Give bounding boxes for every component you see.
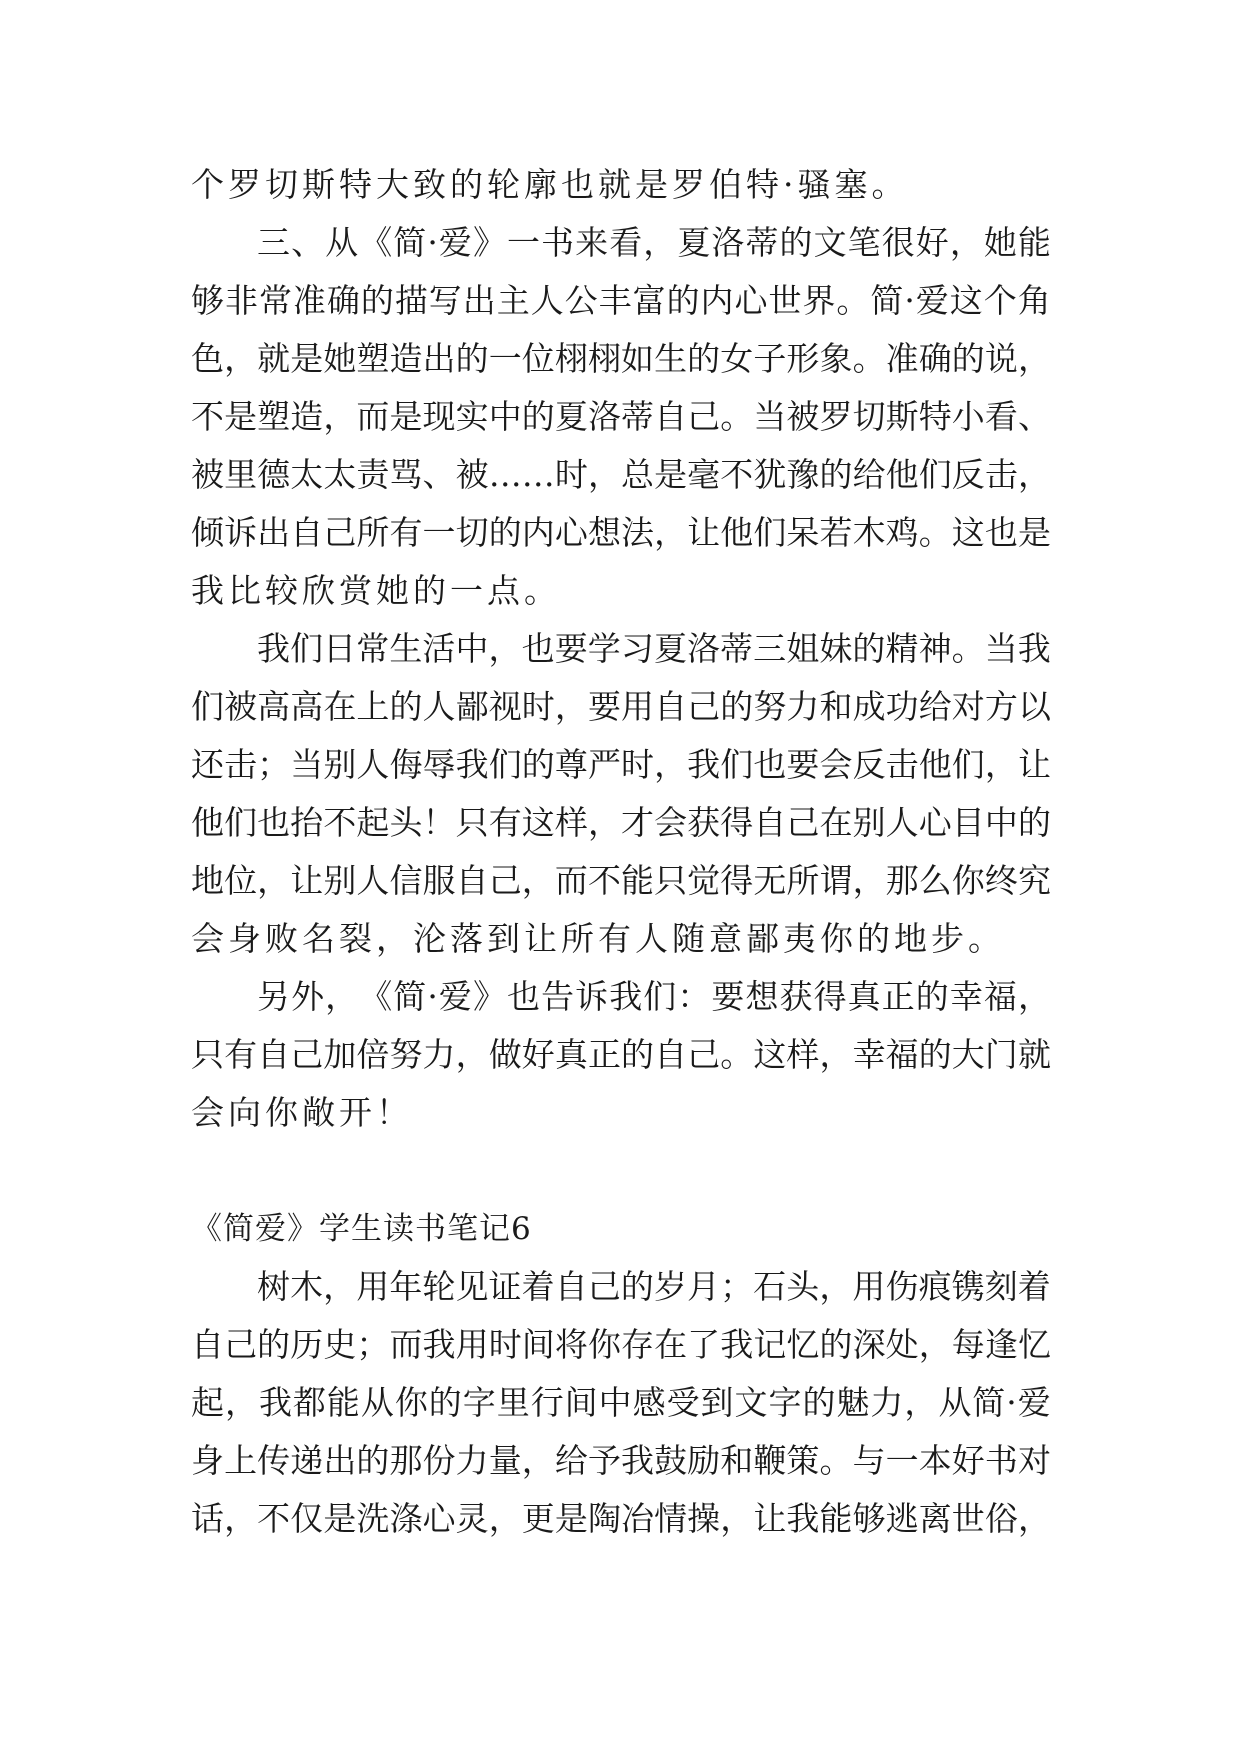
text-line: 不 是 塑 造 ， 而 是 现 实 中 的 夏 洛 蒂 自 己 。 当 被 罗 切 斯 特 小 看 、: [191, 397, 1051, 436]
text-line: 我比较欣赏她的一点。: [191, 571, 561, 610]
document-body: [191, 156, 1051, 1548]
paragraph-daily-life: [191, 620, 1051, 968]
text-line: 们 被 高 高 在 上 的 人 鄙 视 时 ， 要 用 自 己 的 努 力 和 成 功 给 对 方 以: [191, 687, 1051, 726]
text-line: 身 上 传 递 出 的 那 份 力 量 ， 给 予 我 鼓 励 和 鞭 策 。 与 一 本 好 书 对: [191, 1441, 1051, 1480]
paragraph-trees: [191, 1258, 1051, 1548]
text-line: 色 ， 就 是 她 塑 造 出 的 一 位 栩 栩 如 生 的 女 子 形 象 。 准 确 的 说 ，: [191, 339, 1051, 378]
text-line: 只 有 自 己 加 倍 努 力 ， 做 好 真 正 的 自 己 。 这 样 ， 幸 福 的 大 门 就: [191, 1035, 1051, 1074]
text-line: 会身败名裂，沦落到让所有人随意鄙夷你的地步。: [191, 919, 1005, 958]
text-line: 另 外 ， 《 简 · 爱 》 也 告 诉 我 们 ： 要 想 获 得 真 正 的 幸 福 ，: [257, 977, 1051, 1016]
text-line: 倾 诉 出 自 己 所 有 一 切 的 内 心 想 法 ， 让 他 们 呆 若 木 鸡 。 这 也 是: [191, 513, 1051, 552]
text-line: 我 们 日 常 生 活 中 ， 也 要 学 习 夏 洛 蒂 三 姐 妹 的 精 神 。 当 我: [257, 629, 1051, 668]
text-line: 个罗切斯特大致的轮廓也就是罗伯特·骚塞。: [191, 165, 909, 204]
text-line: 地 位 ， 让 别 人 信 服 自 己 ， 而 不 能 只 觉 得 无 所 谓 ， 那 么 你 终 究: [191, 861, 1051, 900]
section-gap: [191, 1142, 1051, 1200]
text-line: 被 里 德 太 太 责 骂 、 被 … … 时 ， 总 是 毫 不 犹 豫 的 给 他 们 反 击 ，: [191, 455, 1051, 494]
text-line: 话 ， 不 仅 是 洗 涤 心 灵 ， 更 是 陶 冶 情 操 ， 让 我 能 够 逃 离 世 俗 ，: [191, 1499, 1051, 1538]
text-line: 会向你敞开！: [191, 1093, 413, 1132]
paragraph-continuation: [191, 156, 1051, 214]
section-heading: 《简爱》学生读书笔记6: [191, 1211, 532, 1247]
paragraph-happiness: [191, 968, 1051, 1142]
text-line: 够 非 常 准 确 的 描 写 出 主 人 公 丰 富 的 内 心 世 界 。 简 · 爱 这 个 角: [191, 281, 1051, 320]
text-line: 自 己 的 历 史 ； 而 我 用 时 间 将 你 存 在 了 我 记 忆 的 深 处 ， 每 逢 忆: [191, 1325, 1051, 1364]
text-line: 三 、 从 《 简 · 爱 》 一 书 来 看 ， 夏 洛 蒂 的 文 笔 很 好 ， 她 能: [257, 223, 1051, 262]
text-line: 他 们 也 抬 不 起 头 ！ 只 有 这 样 ， 才 会 获 得 自 己 在 别 人 心 目 中 的: [191, 803, 1051, 842]
text-line: 还 击 ； 当 别 人 侮 辱 我 们 的 尊 严 时 ， 我 们 也 要 会 反 击 他 们 ， 让: [191, 745, 1051, 784]
text-line: 树 木 ， 用 年 轮 见 证 着 自 己 的 岁 月 ； 石 头 ， 用 伤 痕 镌 刻 着: [257, 1267, 1051, 1306]
text-line: 起 ， 我 都 能 从 你 的 字 里 行 间 中 感 受 到 文 字 的 魅 力 ， 从 简 · 爱: [191, 1383, 1051, 1422]
paragraph-three: [191, 214, 1051, 620]
